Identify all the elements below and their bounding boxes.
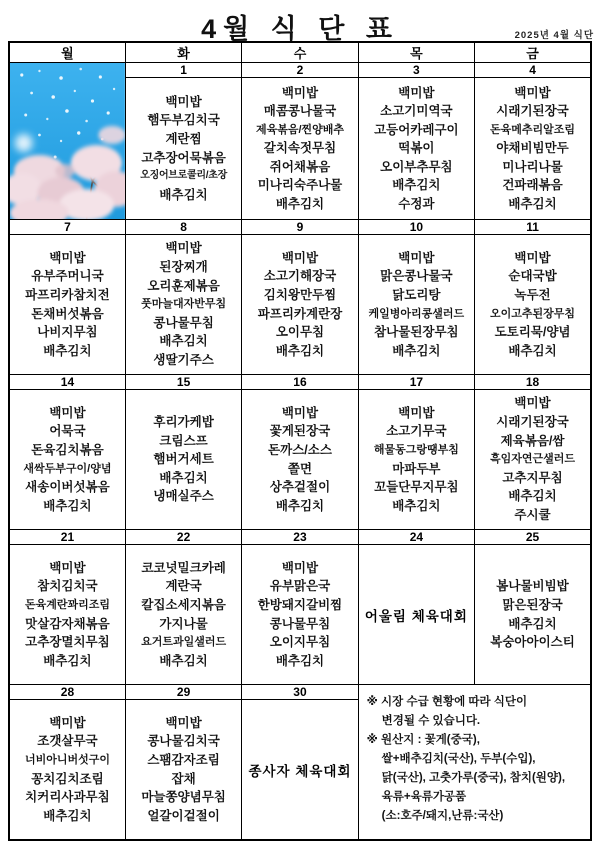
menu-item: 배추김치 <box>159 334 208 349</box>
menu-item: 크림스프 <box>159 433 208 448</box>
menu-list <box>359 78 474 219</box>
menu-item: 배추김치 <box>508 197 557 212</box>
menu-list <box>126 78 241 219</box>
menu-item: 떡볶이 <box>398 141 435 156</box>
menu-item: 제육볶음/찐양배추 <box>255 123 345 136</box>
menu-item: 닭도리탕 <box>392 287 441 302</box>
meal-calendar-table <box>8 41 592 841</box>
note-line: 닭(국산), 고춧가루(중국), 참치(원양), <box>381 772 566 784</box>
menu-item: 상추겉절이 <box>269 480 331 495</box>
date-cell-1: 1 <box>125 63 241 78</box>
menu-item: 배추김치 <box>275 343 325 358</box>
menu-item: 오이무침 <box>275 325 325 340</box>
menu-item: 배추김치 <box>43 498 92 513</box>
menu-item: 쫄면 <box>287 461 313 476</box>
week-2-menu-row <box>9 235 591 375</box>
menu-item: 햄두부김치국 <box>147 113 220 128</box>
menu-item: 백미밥 <box>49 405 86 420</box>
menu-item: 백미밥 <box>165 94 202 109</box>
menu-item: 맑은된장국 <box>502 597 563 612</box>
date-cell-7: 7 <box>9 220 125 235</box>
menu-item: 참치김치국 <box>37 579 98 594</box>
menu-item: 백미밥 <box>514 85 551 100</box>
event-cell-day-30 <box>242 700 358 841</box>
menu-item: 소고기미역국 <box>380 104 453 119</box>
menu-item: 마늘쫑양념무침 <box>141 790 226 805</box>
menu-item: 돈채버섯볶음 <box>31 306 104 321</box>
menu-item: 케일병아리콩샐러드 <box>368 307 465 320</box>
menu-item: 후리가케밥 <box>153 415 214 430</box>
menu-item: 계란찜 <box>165 132 202 146</box>
date-cell-28: 28 <box>9 685 125 700</box>
week-3-menu-row <box>9 390 591 530</box>
menu-item: 시래기된장국 <box>496 415 569 430</box>
menu-item: 갈치속젓무침 <box>263 141 337 156</box>
menu-item: 배추김치 <box>275 653 325 668</box>
event-label: 어울림 체육대회 <box>364 608 468 624</box>
date-cell-30: 30 <box>242 685 358 700</box>
menu-list <box>242 235 357 374</box>
menu-item: 고추장멸치무침 <box>25 635 110 650</box>
date-cell-21: 21 <box>9 530 125 545</box>
page-title: 4월 식 단 표 <box>201 14 399 44</box>
menu-item: 햄버거세트 <box>153 452 214 467</box>
note-line: ※ 원산지 : 꽃게(중국), <box>366 734 480 746</box>
menu-item: 된장찌개 <box>159 260 208 275</box>
menu-item: 배추김치 <box>159 187 208 202</box>
menu-item: 흑임자연근샐러드 <box>490 453 576 466</box>
menu-item: 배추김치 <box>275 197 325 212</box>
menu-item: 김치왕만두찜 <box>263 287 337 302</box>
menu-item: 콩나물김치국 <box>147 734 220 749</box>
page-subtitle: 2025년 4월 식단 <box>514 30 594 41</box>
menu-item: 계란국 <box>165 579 202 594</box>
menu-item: 백미밥 <box>165 241 202 256</box>
menu-item: 주시쿨 <box>514 507 551 522</box>
note-line: (소:호주/돼지,난류:국산) <box>381 810 504 822</box>
menu-item: 배추김치 <box>43 808 92 823</box>
date-cell-23: 23 <box>242 530 358 545</box>
date-cell-8: 8 <box>125 220 241 235</box>
menu-item: 소고기무국 <box>386 424 447 439</box>
menu-cell-day-7 <box>9 235 125 375</box>
menu-item: 새싹두부구이/양념 <box>23 462 112 475</box>
menu-item: 냉매실주스 <box>153 489 214 504</box>
menu-item: 생딸기주스 <box>153 352 214 367</box>
menu-item: 돈까스/소스 <box>268 442 332 457</box>
menu-list <box>242 78 357 219</box>
menu-item: 코코넛밀크카레 <box>141 560 226 575</box>
menu-item: 쥐어채볶음 <box>269 159 331 174</box>
menu-cell-day-8 <box>125 235 241 375</box>
menu-item: 배추김치 <box>508 343 557 358</box>
week-4-date-row <box>9 530 591 545</box>
event-cell-day-24 <box>358 545 474 685</box>
origin-notes-cell <box>358 685 591 841</box>
menu-item: 미나리나물 <box>502 159 563 174</box>
menu-item: 백미밥 <box>49 250 86 265</box>
menu-item: 파프리카계란장 <box>257 306 343 321</box>
menu-item: 도토리묵/양념 <box>494 325 571 340</box>
date-cell-11: 11 <box>475 220 591 235</box>
menu-item: 수정과 <box>398 197 435 212</box>
menu-cell-day-15 <box>125 390 241 530</box>
date-cell-9: 9 <box>242 220 358 235</box>
event-label: 종사자 체육대회 <box>248 763 352 779</box>
menu-cell-day-1 <box>125 78 241 220</box>
menu-cell-day-25 <box>475 545 591 685</box>
note-line: 쌀+배추김치(국산), 두부(수입), <box>381 753 536 765</box>
menu-item: 마파두부 <box>392 461 441 476</box>
menu-item: 치커리사과무침 <box>25 790 110 805</box>
menu-item: 어묵국 <box>49 424 86 439</box>
cherry-blossom-photo <box>9 63 125 220</box>
menu-cell-day-18 <box>475 390 591 530</box>
date-cell-24: 24 <box>358 530 474 545</box>
menu-item: 배추김치 <box>392 178 441 193</box>
menu-item: 고추장어묵볶음 <box>141 150 226 165</box>
menu-item: 얼갈이겉절이 <box>147 808 220 823</box>
menu-item: 순대국밥 <box>508 269 557 284</box>
menu-list <box>126 545 241 684</box>
date-cell-16: 16 <box>242 375 358 390</box>
note-line: 육류+육류가공품 <box>381 791 467 803</box>
menu-item: 백미밥 <box>514 250 551 265</box>
menu-item: 오징어브로콜리/초장 <box>140 170 227 182</box>
menu-item: 야채비빔만두 <box>496 141 569 156</box>
menu-item: 조갯살무국 <box>37 734 98 749</box>
menu-item: 백미밥 <box>49 560 86 575</box>
date-cell-4: 4 <box>475 63 591 78</box>
date-cell-15: 15 <box>125 375 241 390</box>
week-4-menu-row <box>9 545 591 685</box>
date-cell-29: 29 <box>125 685 241 700</box>
menu-item: 파프리카참치전 <box>25 287 110 302</box>
date-cell-10: 10 <box>358 220 474 235</box>
menu-item: 잡채 <box>171 771 196 786</box>
menu-list <box>10 390 125 529</box>
menu-item: 돈육계란꽈리조림 <box>24 598 110 611</box>
menu-item: 오이부추무침 <box>380 159 453 174</box>
origin-notes <box>359 685 590 826</box>
menu-list <box>475 235 590 374</box>
menu-list <box>126 235 241 374</box>
menu-item: 스팸감자조림 <box>147 752 220 767</box>
menu-cell-day-10 <box>358 235 474 375</box>
weekday-header-mon: 월 <box>9 42 125 63</box>
menu-cell-day-4 <box>475 78 591 220</box>
date-cell-22: 22 <box>125 530 241 545</box>
menu-list <box>10 235 125 374</box>
menu-list <box>475 390 590 529</box>
menu-cell-day-11 <box>475 235 591 375</box>
menu-item: 녹두전 <box>514 287 551 302</box>
menu-item: 배추김치 <box>159 653 208 668</box>
menu-list <box>475 78 590 219</box>
menu-item: 새송이버섯볶음 <box>25 480 110 495</box>
menu-item: 미나리숙주나물 <box>257 178 343 193</box>
menu-item: 소고기해장국 <box>263 269 337 284</box>
menu-item: 백미밥 <box>398 85 435 100</box>
menu-list <box>126 390 241 529</box>
date-cell-3: 3 <box>358 63 474 78</box>
week-2-date-row <box>9 220 591 235</box>
menu-item: 백미밥 <box>281 250 319 265</box>
menu-item: 백미밥 <box>398 250 435 265</box>
menu-list <box>475 545 590 684</box>
menu-cell-day-2 <box>242 78 358 220</box>
menu-cell-day-9 <box>242 235 358 375</box>
menu-list <box>10 545 125 684</box>
menu-item: 백미밥 <box>165 715 202 730</box>
menu-item: 배추김치 <box>508 616 557 631</box>
menu-cell-day-21 <box>9 545 125 685</box>
menu-item: 건파래볶음 <box>502 178 563 193</box>
menu-item: 백미밥 <box>49 715 86 730</box>
menu-item: 한방돼지갈비찜 <box>257 597 343 612</box>
menu-item: 돈육김치볶음 <box>31 442 104 457</box>
menu-item: 너비아니버섯구이 <box>24 753 110 766</box>
menu-cell-day-28 <box>9 700 125 841</box>
date-cell-18: 18 <box>475 375 591 390</box>
menu-item: 맑은콩나물국 <box>380 269 453 284</box>
menu-item: 배추김치 <box>392 343 441 358</box>
menu-item: 콩나물무침 <box>269 616 331 631</box>
menu-item: 백미밥 <box>281 405 319 420</box>
date-cell-17: 17 <box>358 375 474 390</box>
menu-item: 요거트과일샐러드 <box>141 636 227 649</box>
menu-item: 백미밥 <box>514 396 551 411</box>
menu-cell-day-3 <box>358 78 474 220</box>
menu-item: 유부주머니국 <box>31 269 104 284</box>
menu-item: 꼬들단무지무침 <box>374 480 459 495</box>
menu-item: 배추김치 <box>43 343 92 358</box>
menu-item: 배추김치 <box>508 489 557 504</box>
menu-list <box>242 390 357 529</box>
menu-item: 매콤콩나물국 <box>263 104 337 119</box>
date-cell-25: 25 <box>475 530 591 545</box>
menu-item: 돈육메추리알조림 <box>490 123 576 136</box>
menu-cell-day-16 <box>242 390 358 530</box>
menu-cell-day-23 <box>242 545 358 685</box>
menu-item: 배추김치 <box>392 498 441 513</box>
menu-item: 가지나물 <box>159 616 208 631</box>
menu-item: 복숭아아이스티 <box>490 635 575 650</box>
menu-list <box>242 545 357 684</box>
menu-item: 맛살감자채볶음 <box>25 616 110 631</box>
week-5-date-row <box>9 685 591 700</box>
weekday-header-wed: 수 <box>242 42 358 63</box>
menu-list <box>10 700 125 839</box>
menu-item: 백미밥 <box>281 560 319 575</box>
menu-item: 꽁치김치조림 <box>31 771 104 786</box>
menu-item: 백미밥 <box>281 85 319 100</box>
menu-item: 백미밥 <box>398 405 435 420</box>
menu-item: 고등어카레구이 <box>374 122 459 137</box>
menu-item: 배추김치 <box>43 653 92 668</box>
date-cell-14: 14 <box>9 375 125 390</box>
menu-item: 오리훈제볶음 <box>147 278 220 293</box>
menu-item: 나비지무침 <box>37 325 98 340</box>
menu-item: 배추김치 <box>275 498 325 513</box>
menu-list <box>359 390 474 529</box>
menu-item: 해물동그랑땡부침 <box>373 443 459 456</box>
menu-item: 콩나물무침 <box>153 315 214 330</box>
menu-item: 배추김치 <box>159 470 208 485</box>
week-3-date-row <box>9 375 591 390</box>
menu-cell-day-29 <box>125 700 241 841</box>
menu-item: 오이고추된장무침 <box>490 307 576 320</box>
menu-item: 고추지무침 <box>502 470 563 485</box>
menu-cell-day-22 <box>125 545 241 685</box>
weekday-header-tue: 화 <box>125 42 241 63</box>
week-1-date-row <box>9 63 591 78</box>
weekday-header-row <box>9 42 591 63</box>
menu-item: 유부맑은국 <box>269 579 331 594</box>
date-cell-2: 2 <box>242 63 358 78</box>
menu-item: 시래기된장국 <box>496 104 569 119</box>
note-line: ※ 시장 수급 현황에 따라 식단이 <box>366 696 528 708</box>
weekday-header-fri: 금 <box>475 42 591 63</box>
menu-item: 봄나물비빔밥 <box>496 579 569 594</box>
note-line: 변경될 수 있습니다. <box>381 715 481 727</box>
weekday-header-thu: 목 <box>358 42 474 63</box>
menu-list <box>126 700 241 839</box>
menu-item: 참나물된장무침 <box>374 325 459 340</box>
menu-item: 꽃게된장국 <box>269 424 331 439</box>
menu-item: 오이지무침 <box>269 635 331 650</box>
menu-list <box>359 235 474 374</box>
menu-item: 풋마늘대자반무침 <box>141 298 227 311</box>
menu-cell-day-17 <box>358 390 474 530</box>
menu-item: 제육볶음/쌈 <box>500 433 565 448</box>
menu-item: 칼집소세지볶음 <box>141 597 226 612</box>
menu-cell-day-14 <box>9 390 125 530</box>
